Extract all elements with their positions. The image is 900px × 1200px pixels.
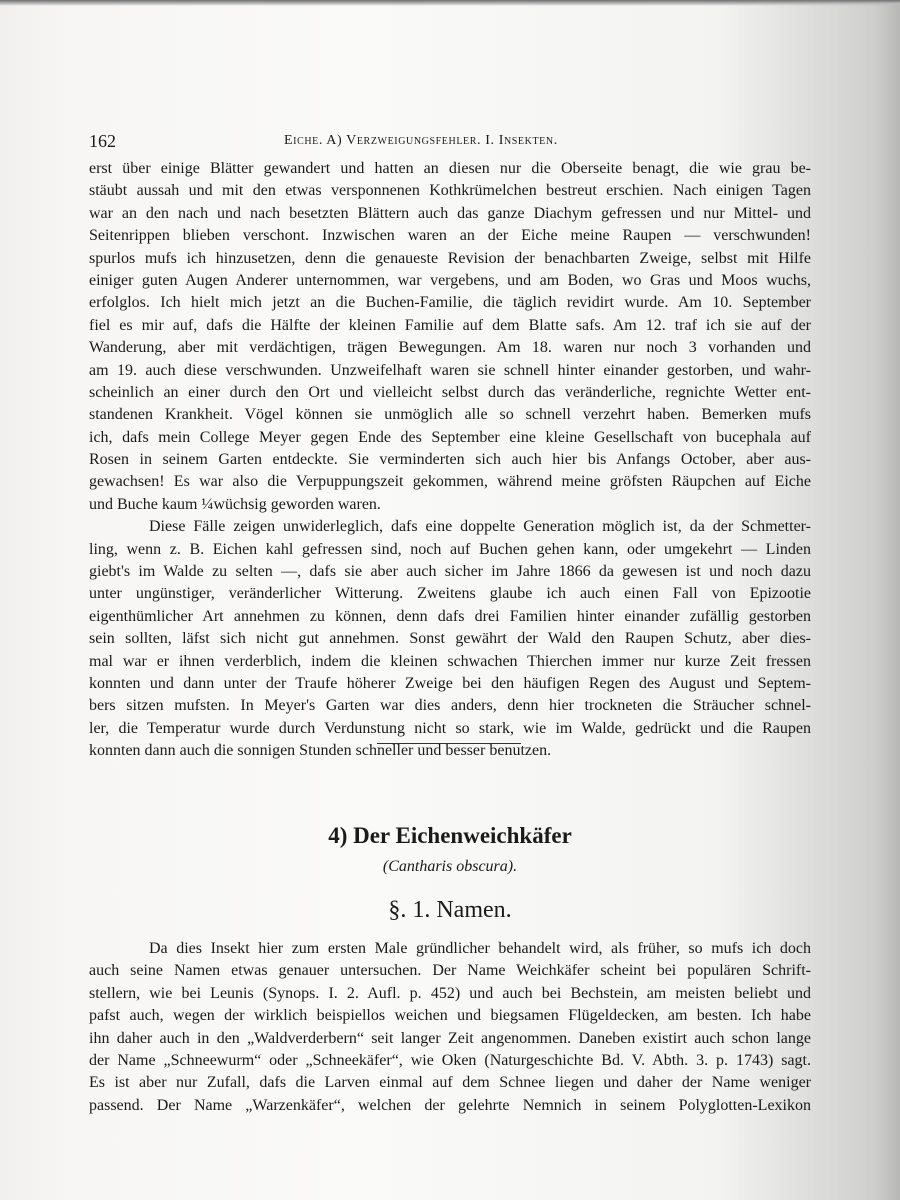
running-title: Eiche. A) Verzweigungsfehler. I. Insekten. [284, 133, 558, 148]
text-line: Da dies Insekt hier zum ersten Male gründlicher behandelt wird, als früher, so mufs ich doch [149, 940, 811, 957]
text-line: Diese Fälle zeigen unwiderleglich, dafs eine doppelte Generation möglich ist, da der Schmetter- [149, 518, 811, 536]
text-line: scheinlich an einer durch den Ort und vielleicht selbst durch das veränderliche, regnichte Wetter ent- [89, 383, 811, 401]
text-line: passend. Der Name „Warzenkäfer“, welchen der gelehrte Nemnich in seinem Polyglotten-Lexikon [89, 1096, 811, 1114]
text-line: unter ungünstiger, veränderlicher Witterung. Zweitens glaube ich auch einen Fall von Epizootie [89, 585, 811, 603]
body-text-lower [89, 938, 811, 1117]
text-line: bers sitzen mufsten. In Meyer's Garten war dies anders, denn hier trockneten die Sträucher schnel- [89, 697, 811, 715]
page-number: 162 [89, 131, 116, 151]
text-line: stäubt aussah und mit den etwas versponnenen Kothkrümelchen bestreut erschien. Nach einigen Tagen [89, 182, 811, 200]
section-title: 4) Der Eichenweichkäfer [328, 823, 572, 848]
text-line: eigenthümlicher Art annehmen zu können, denn dafs drei Familien hinter einander zufällig gestorben [89, 607, 811, 625]
text-line: ihn daher auch in den „Waldverderbern“ seit langer Zeit angenommen. Daneben existirt auch schon lange [89, 1029, 811, 1047]
text-line: erfolglos. Ich hielt mich jetzt an die Buchen-Familie, die täglich revidirt wurde. Am 10. September [89, 294, 811, 312]
text-line: war an den nach und nach besetzten Blättern auch das ganze Diachym gefressen und nur Mittel- und [89, 204, 811, 222]
text-line: Rosen in seinem Garten entdeckte. Sie verminderten sich auch hier bis Anfangs October, aber aus- [89, 451, 811, 469]
page-top-edge-shadow [0, 0, 900, 6]
text-line: stellern, wie bei Leunis (Synops. I. 2. Aufl. p. 452) und auch bei Bechstein, am meisten beliebt und [89, 984, 811, 1002]
section-subtitle-text: (Cantharis obscura). [382, 858, 518, 875]
text-line: auch seine Namen etwas genauer untersuchen. Der Name Weichkäfer scheint bei populären Schrift- [89, 962, 811, 980]
text-line: einiger guten Augen Anderer unternommen, war vergebens, und am Boden, wo Gras und Moos wuchs, [89, 271, 811, 289]
text-line: erst über einige Blätter gewandert und hatten an diesen nur die Oberseite benagt, die wie grau be- [89, 160, 811, 177]
text-line: ich, dafs mein College Meyer gegen Ende des September eine kleine Gesellschaft von bucephala auf [89, 428, 811, 446]
text-line: konnten dann auch die sonnigen Stunden schneller und besser benutzen. [89, 742, 552, 760]
text-line: Seitenrippen blieben verschont. Inzwischen waren an der Eiche meine Raupen — verschwunden! [89, 227, 811, 245]
text-line: am 19. auch diese verschwunden. Unzweifelhaft waren sie schnell hinter einander gestorben, und wahr- [89, 361, 811, 379]
section-subtitle [0, 858, 900, 876]
text-line: Es ist aber nur Zufall, dafs die Larven einmal auf dem Schnee liegen und daher der Name weniger [89, 1074, 811, 1092]
subsection-heading: §. 1. Namen. [388, 897, 512, 923]
text-line: Wanderung, aber mit verdächtigen, trägen Bewegungen. Am 18. waren nur noch 3 vorhanden und [89, 339, 811, 357]
text-line: pafst auch, wegen der wirklich beispiellos weichen und biegsamen Flügeldecken, am besten. Ich habe [89, 1007, 811, 1025]
text-line: sein sollten, läfst sich nicht gut annehmen. Sonst gewährt der Wald den Raupen Schutz, aber dies- [89, 630, 811, 648]
text-line: ler, die Temperatur wurde durch Verdunstung nicht so stark, wie im Walde, gedrückt und die Raupen [89, 719, 811, 737]
section-divider-rule [377, 743, 521, 744]
text-line: gewachsen! Es war also die Verpuppungszeit gekommen, während meine gröfsten Räupchen auf Eiche [89, 473, 811, 491]
text-line: fiel es mir auf, dafs die Hälfte der kleinen Familie auf dem Blatte safs. Am 12. traf ich sie auf der [89, 316, 811, 334]
text-line: spurlos mufs ich hinzusetzen, denn die genaueste Revision der benachbarten Zweige, selbst mit Hilfe [89, 249, 811, 267]
text-line: mal war er ihnen verderblich, indem die kleinen schwachen Thierchen immer nur kurze Zeit fressen [89, 652, 811, 670]
text-line: der Name „Schneewurm“ oder „Schneekäfer“, wie Oken (Naturgeschichte Bd. V. Abth. 3. p. 1743) sagt. [89, 1051, 811, 1069]
body-text-upper [89, 158, 811, 763]
text-line: standenen Krankheit. Vögel können sie unmöglich alle so schnell verzehrt haben. Bemerken mufs [89, 406, 811, 424]
text-line: ling, wenn z. B. Eichen kahl gefressen sind, noch auf Buchen gehen kann, oder umgekehrt — Linden [89, 540, 811, 558]
text-line: giebt's im Walde zu selten —, dafs sie aber auch sicher im Jahre 1866 da gewesen ist und noch dazu [89, 563, 811, 581]
text-line: und Buche kaum ¼wüchsig geworden waren. [89, 495, 381, 513]
text-line: konnten und dann unter der Traufe höherer Zweige bei den häufigen Regen des August und Septem- [89, 674, 811, 692]
